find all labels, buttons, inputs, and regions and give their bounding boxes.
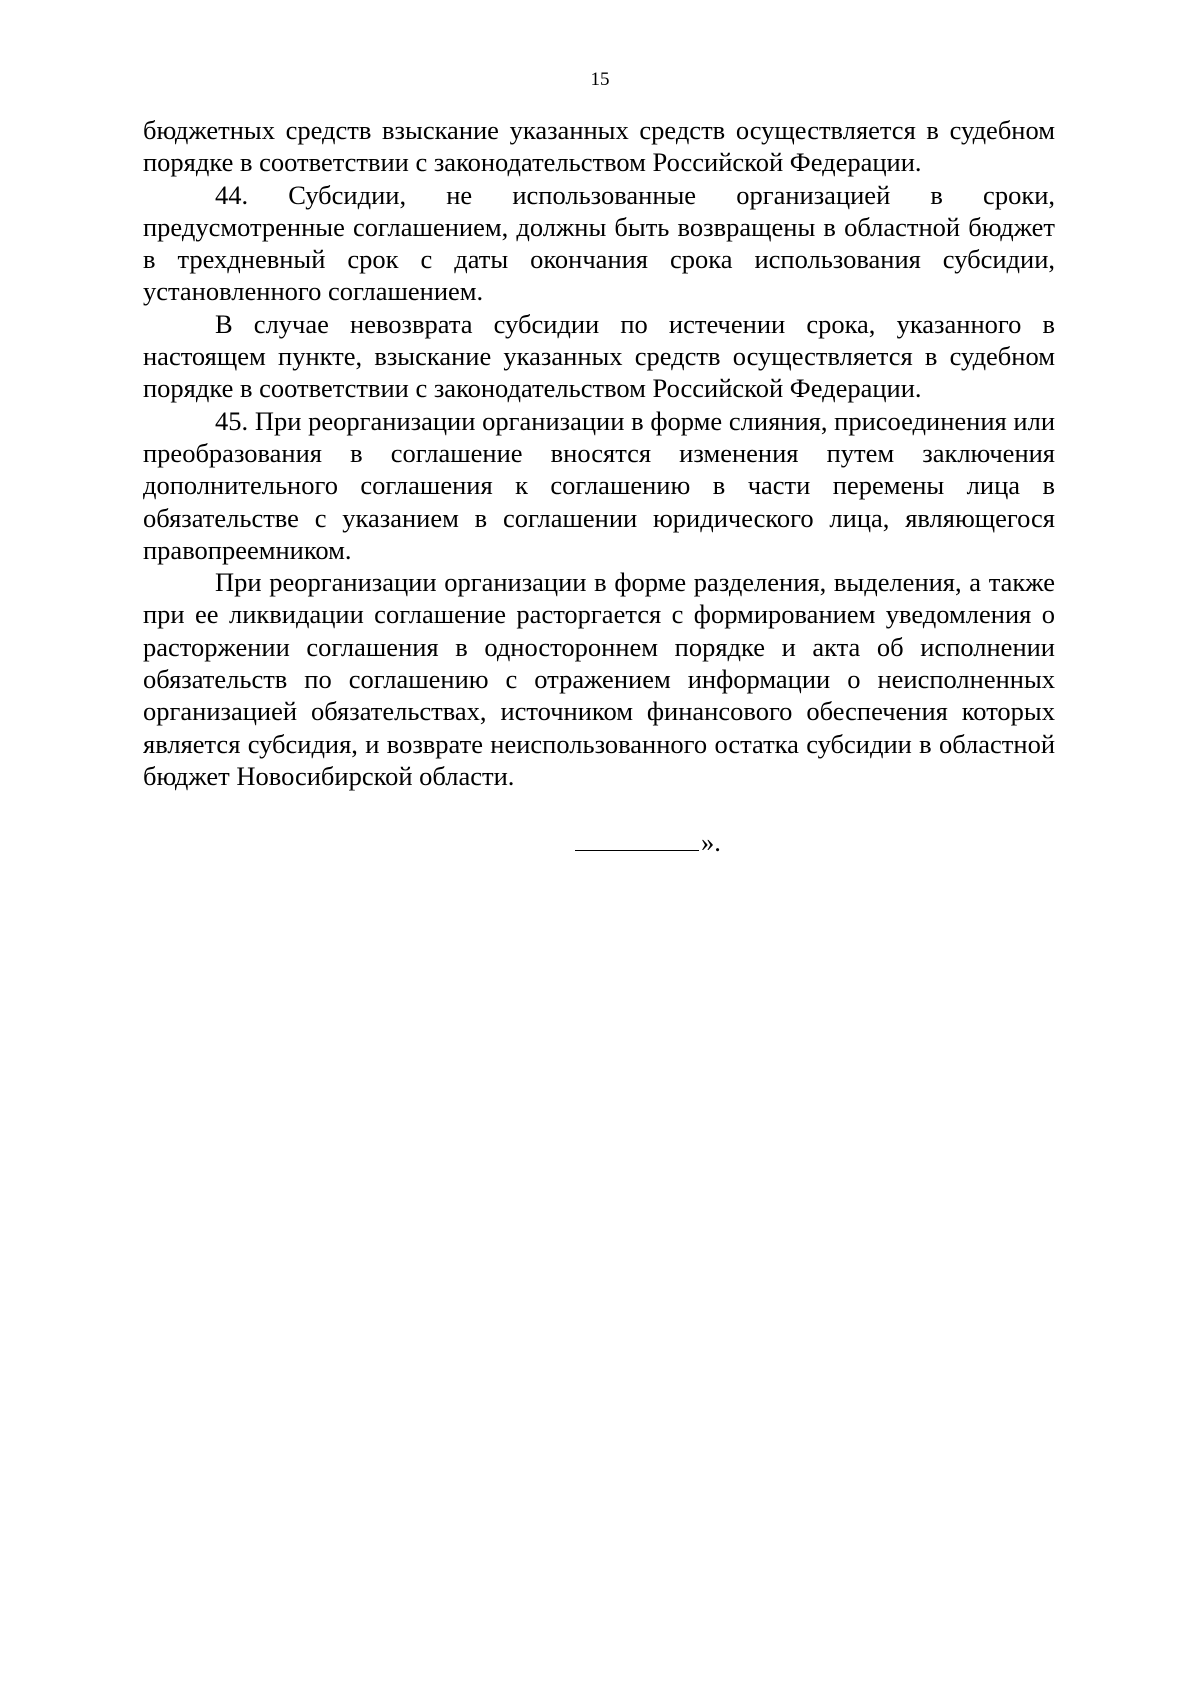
closing-line-mark [575,826,721,858]
paragraph-clause-45-division: При реорганизации организации в форме разделения, выделения, а также при ее ликвидации соглашение расторгается с формированием уведомления о расторжении соглашения в одностороннем порядке и акта об исполнении обязательств по соглашению с отражением информации о неисполненных организацией обязательствах, источником финансового обеспечения которых является субсидия, и возврате неиспользованного остатка субсидии в областной бюджет Новосибирской области. [143,567,1055,791]
signature-underline [575,826,699,851]
document-body [143,114,1055,792]
paragraph-clause-44: 44. Субсидии, не использованные организацией в сроки, предусмотренные соглашением, должны быть возвращены в областной бюджет в трехдневный срок с даты окончания срока использования субсидии, установленного соглашением. [143,179,1055,307]
paragraph-clause-44-nonreturn: В случае невозврата субсидии по истечении срока, указанного в настоящем пункте, взыскание указанных средств осуществляется в судебном порядке в соответствии с законодательством Российской Федерации. [143,308,1055,404]
paragraph-clause-45: 45. При реорганизации организации в форме слияния, присоединения или преобразования в соглашение вносятся изменения путем заключения дополнительного соглашения к соглашению в части перемены лица в обязательстве с указанием в соглашении юридического лица, являющегося правопреемником. [143,405,1055,565]
closing-quote: ». [701,827,721,857]
page-number: 15 [590,69,610,90]
paragraph-continuation: бюджетных средств взыскание указанных средств осуществляется в судебном порядке в соответствии с законодательством Российской Федерации. [143,115,1055,178]
